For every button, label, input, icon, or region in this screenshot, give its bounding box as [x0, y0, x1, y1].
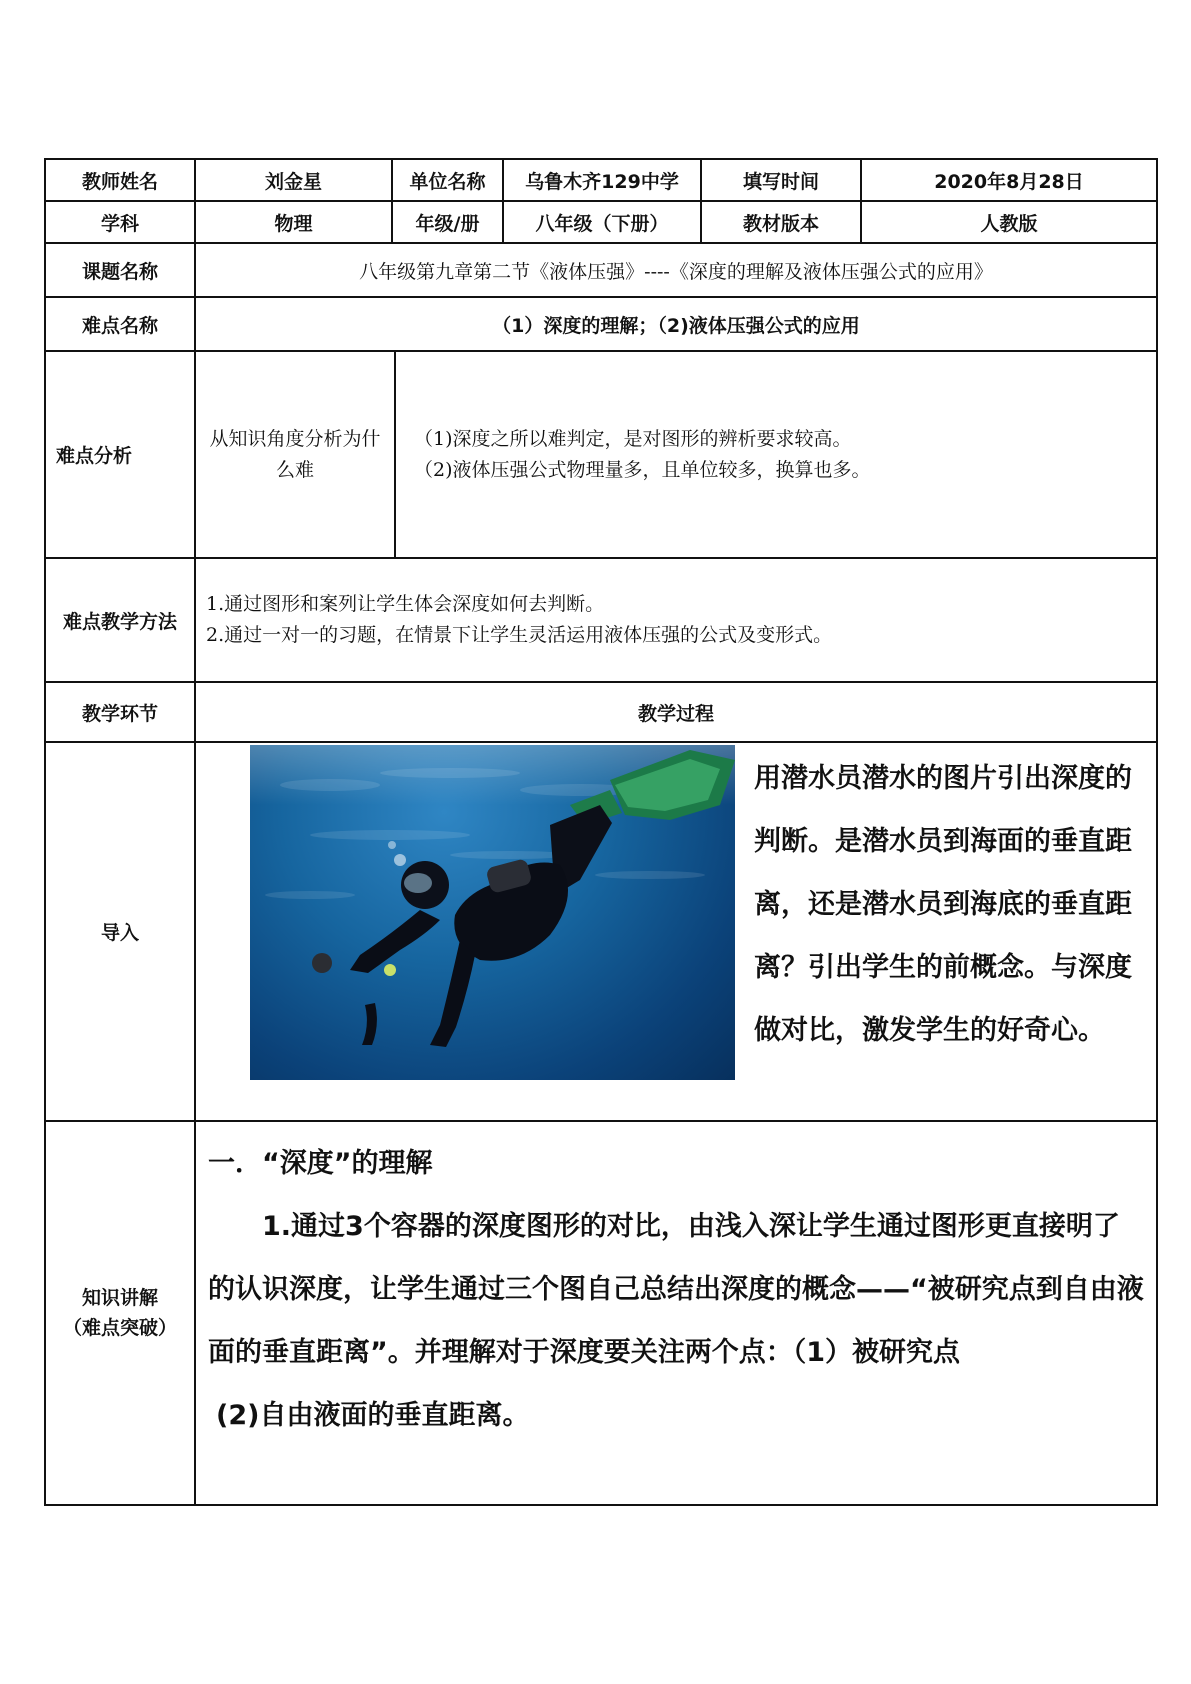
intro-row: [45, 742, 1157, 1121]
grade-value: 八年级（下册）: [503, 201, 701, 243]
hose: [430, 940, 475, 1047]
grade-label: 年级/册: [392, 201, 503, 243]
subject-label: 学科: [45, 201, 195, 243]
gauge-hose: [362, 1003, 377, 1045]
knowledge-tail: (2)自由液面的垂直距离。: [216, 1400, 530, 1431]
method-row: [45, 558, 1157, 682]
lesson-plan-table: [44, 158, 1158, 1506]
knowledge-label-line-2: （难点突破）: [62, 1317, 177, 1339]
knowledge-cell: [195, 1121, 1157, 1505]
diver-arm-left: [350, 910, 440, 973]
air-bubble: [394, 854, 406, 866]
subject-value: 物理: [195, 201, 392, 243]
fill-time-label: 填写时间: [701, 159, 861, 201]
info-row-1: [45, 159, 1157, 201]
analysis-line-1: （1)深度之所以难判定，是对图形的辨析要求较高。: [414, 427, 852, 450]
knowledge-label: [45, 1121, 195, 1505]
analysis-label: 难点分析: [45, 351, 195, 558]
process-header-row: [45, 682, 1157, 742]
unit-value: 乌鲁木齐129中学: [503, 159, 701, 201]
analysis-content: [396, 352, 1156, 557]
teacher-name-value: 刘金星: [195, 159, 392, 201]
diver-mask: [404, 873, 432, 893]
teacher-name-label: 教师姓名: [45, 159, 195, 201]
difficulty-row: [45, 297, 1157, 351]
intro-text: 用潜水员潜水的图片引出深度的判断。是潜水员到海面的垂直距离，还是潜水员到海底的垂直距离？引出学生的前概念。与深度做对比，激发学生的好奇心。: [754, 763, 1132, 1046]
topic-row: [45, 243, 1157, 297]
knowledge-row: [45, 1121, 1157, 1505]
method-line-1: 1.通过图形和案列让学生体会深度如何去判断。: [206, 593, 605, 615]
diver-hand: [312, 953, 332, 973]
analysis-line-2: （2)液体压强公式物理量多，且单位较多，换算也多。: [414, 458, 871, 481]
analysis-row: [45, 351, 1157, 558]
topic-value: 八年级第九章第二节《液体压强》----《深度的理解及液体压强公式的应用》: [195, 243, 1157, 297]
method-line-2: 2.通过一对一的习题，在情景下让学生灵活运用液体压强的公式及变形式。: [206, 624, 833, 646]
intro-label: 导入: [45, 742, 195, 1121]
knowledge-label-line-1: 知识讲解: [81, 1287, 158, 1309]
fill-time-value: 2020年8月28日: [861, 159, 1157, 201]
process-header-value: 教学过程: [195, 682, 1157, 742]
gauge-light: [384, 964, 396, 976]
knowledge-body: 1.通过3个容器的深度图形的对比，由浅入深让学生通过图形更直接明了的认识深度，让学生通过三个图自己总结出深度的概念——“被研究点到自由液面的垂直距离”。并理解对于深度要关注两个点：（1）被研究点: [208, 1211, 1144, 1368]
info-row-2: [45, 201, 1157, 243]
difficulty-label: 难点名称: [45, 297, 195, 351]
intro-cell: [195, 742, 1157, 1121]
process-step-label: 教学环节: [45, 682, 195, 742]
diver-photo: [250, 745, 735, 1080]
edition-value: 人教版: [861, 201, 1157, 243]
method-label: 难点教学方法: [45, 558, 195, 682]
difficulty-value: （1）深度的理解；（2)液体压强公式的应用: [195, 297, 1157, 351]
method-content: [195, 558, 1157, 682]
topic-label: 课题名称: [45, 243, 195, 297]
edition-label: 教材版本: [701, 201, 861, 243]
unit-label: 单位名称: [392, 159, 503, 201]
analysis-cell: [195, 351, 1157, 558]
analysis-sub-label: 从知识角度分析为什么难: [196, 352, 396, 557]
knowledge-heading: 一．“深度”的理解: [208, 1148, 433, 1179]
diver-illustration: [250, 745, 735, 1080]
